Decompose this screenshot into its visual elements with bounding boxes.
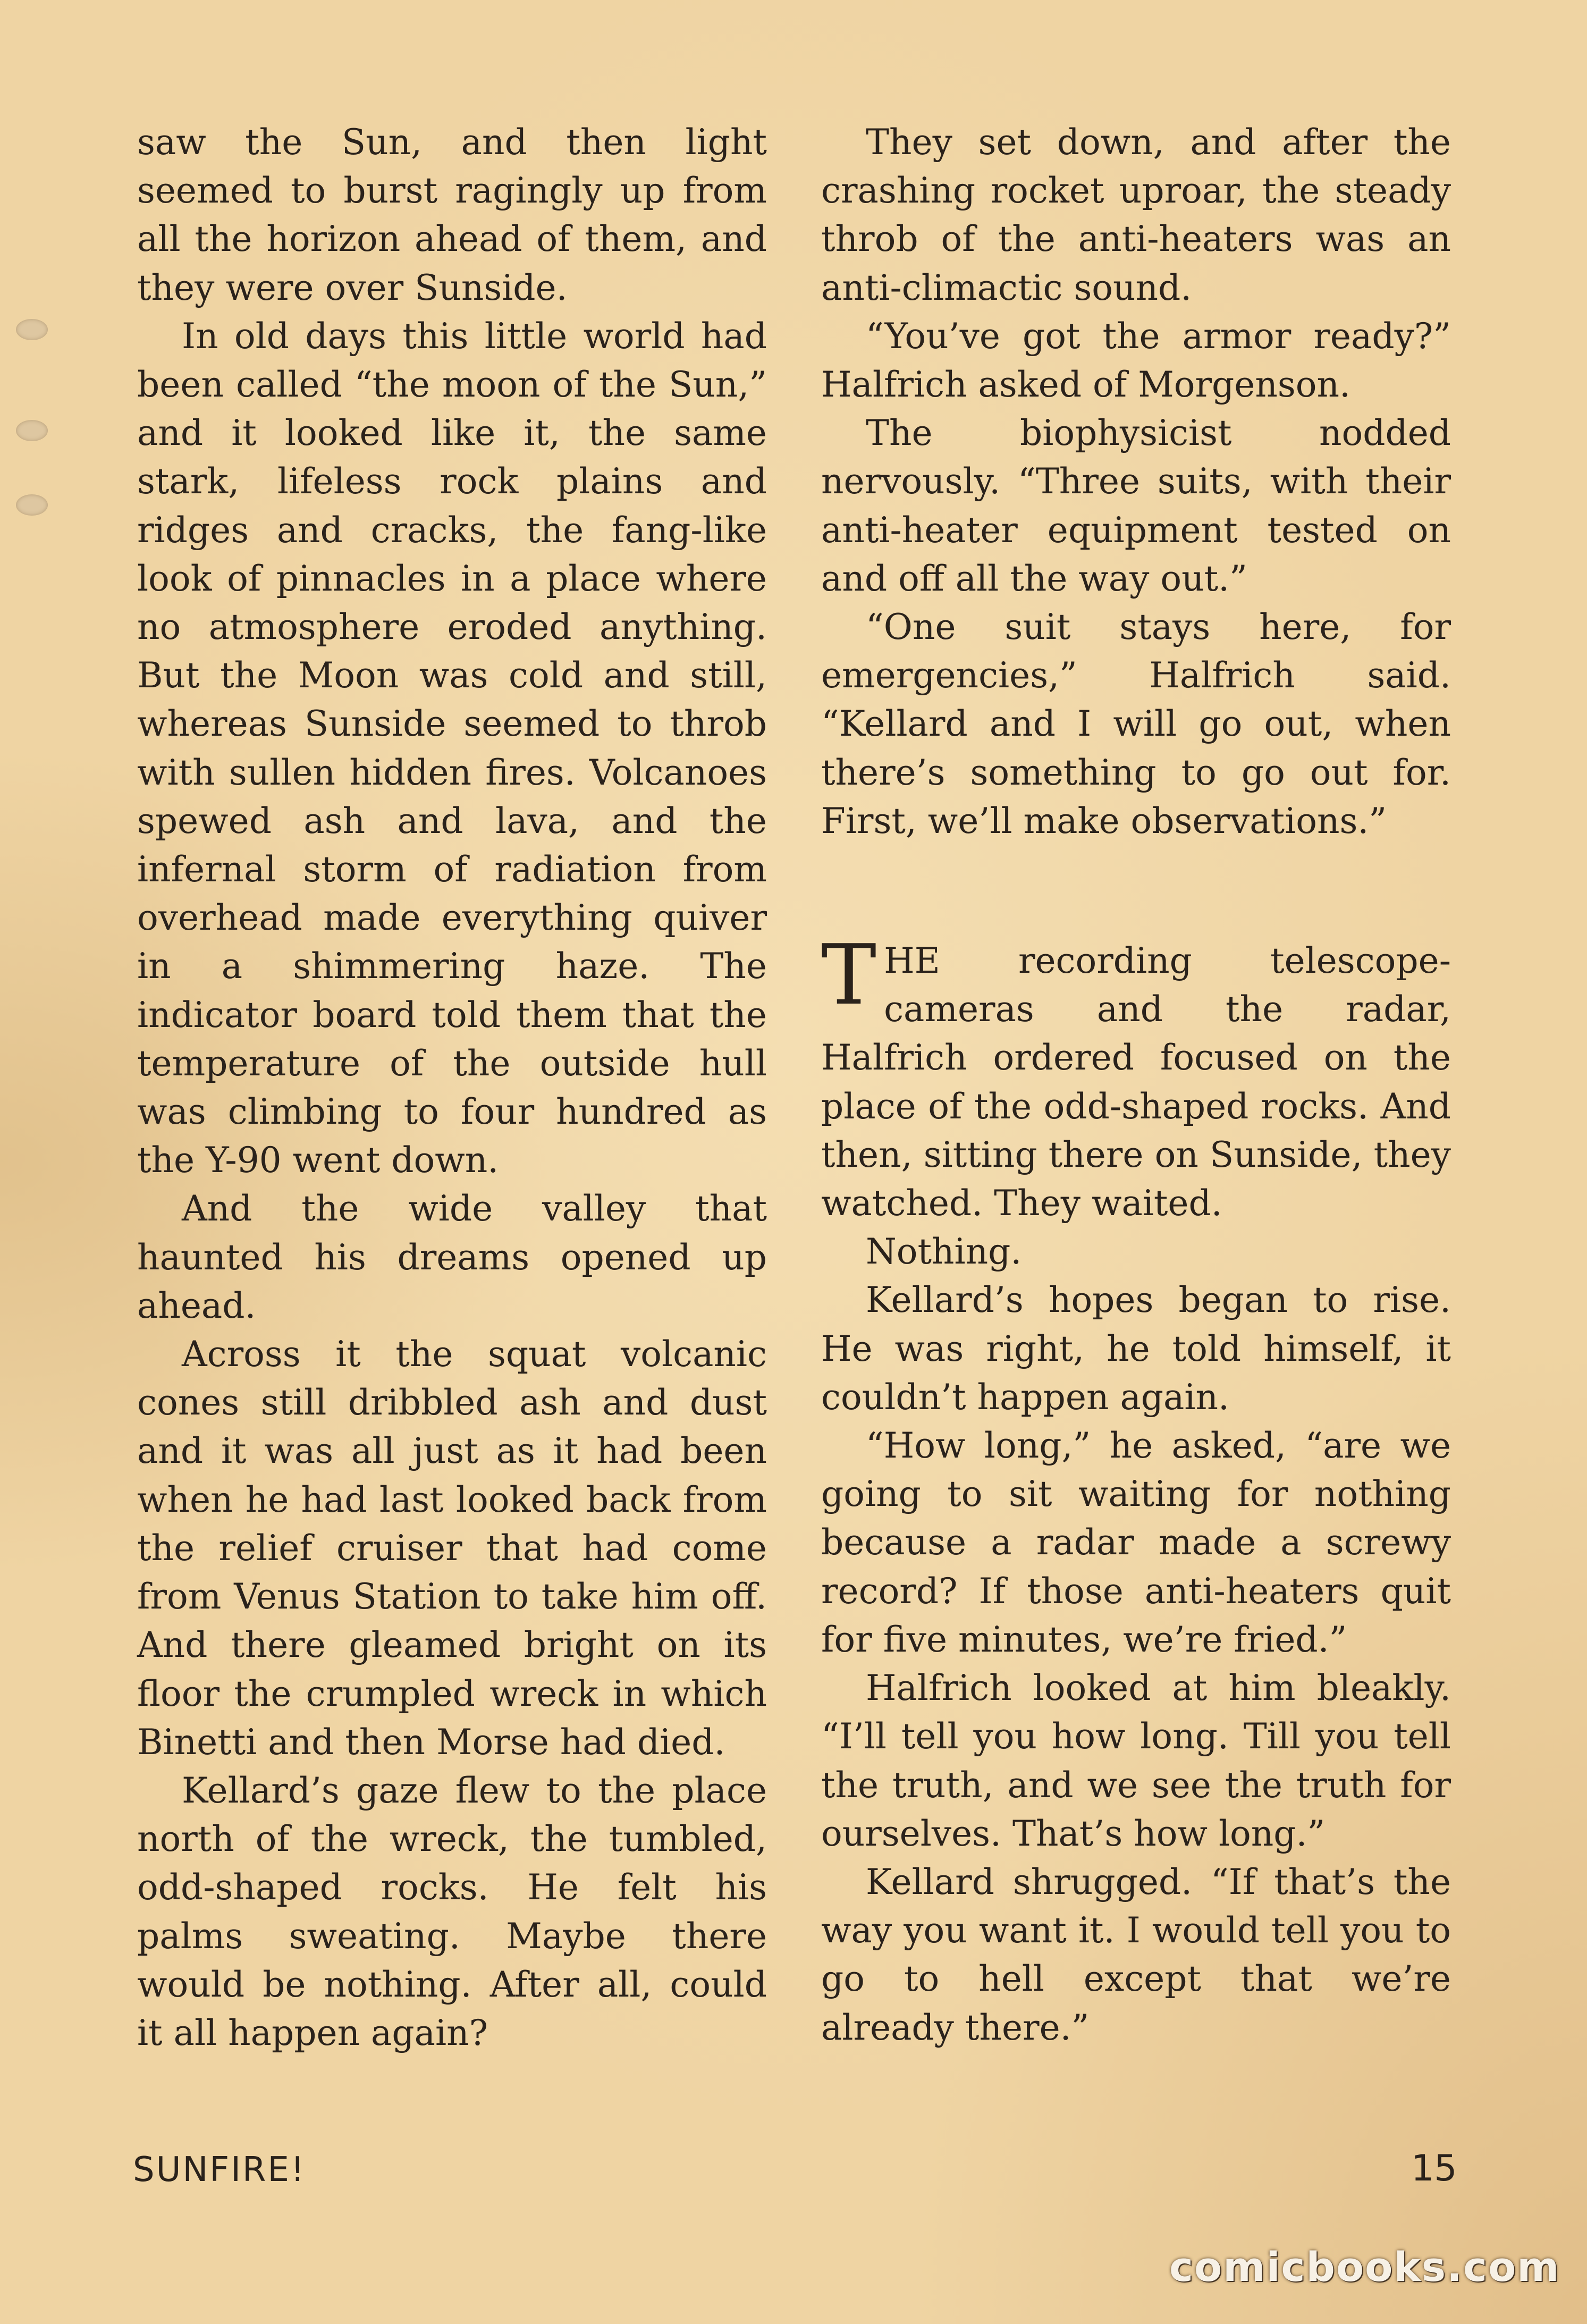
paragraph: They set down, and after the crashing rocket uproar, the steady throb of the anti-heaters was an anti-climactic sound. [821,122,1451,308]
site-watermark: comicbooks.com [1169,2243,1560,2291]
drop-cap: T [821,927,877,1024]
left-text-column [137,118,767,2057]
paragraph: “You’ve got the armor ready?” Halfrich asked of Morgenson. [821,315,1451,406]
paragraph: “One suit stays here, for emergencies,” Halfrich said. “Kellard and I will go out, when there’s something to go out for. First, we’ll make observations.” [821,607,1451,841]
paragraph: And the wide valley that haunted his dreams opened up ahead. [137,1188,767,1326]
binding-hole-mark [16,319,48,340]
paragraph: Kellard’s hopes began to rise. He was right, he told himself, it couldn’t happen again. [821,1279,1451,1418]
section-opening-text: HE recording telescope-cameras and the radar, Halfrich ordered focused on the place of the odd-shaped rocks. And then, sitting there on Sunside, they watched. They waited. [821,940,1451,1224]
paragraph: The biophysicist nodded nervously. “Three suits, with their anti-heater equipment tested on and off all the way out.” [821,412,1451,599]
page-number: 15 [1411,2148,1457,2190]
paragraph: In old days this little world had been called “the moon of the Sun,” and it looked like it, the same stark, lifeless rock plains and ridges and cracks, the fang-like look of pinnacles in a place where no atmosphere eroded anything. But the Moon was cold and still, whereas Sunside seemed to throb with sullen hidden fires. Volcanoes spewed ash and lava, and the infernal storm of radiation from overhead made everything quiver in a shimmering haze. The indicator board told them that the temperature of the outside hull was climbing to four hundred as the Y-90 went down. [137,315,767,1181]
paragraph: “How long,” he asked, “are we going to sit waiting for nothing because a radar made a screwy record? If those anti-heaters quit for five minutes, we’re fried.” [821,1425,1451,1660]
paragraph: saw the Sun, and then light seemed to burst ragingly up from all the horizon ahead of them, and they were over Sunside. [137,122,767,308]
paragraph: Kellard’s gaze flew to the place north of the wreck, the tumbled, odd-shaped rocks. He felt his palms sweating. Maybe there would be nothing. After all, could it all happen again? [137,1770,767,2053]
binding-hole-mark [16,420,48,441]
paragraph: Nothing. [866,1231,1022,1273]
running-footer-title: SUNFIRE! [133,2150,306,2190]
paragraph: Halfrich looked at him bleakly. “I’ll tell you how long. Till you tell the truth, and we see the truth for ourselves. That’s how long.” [821,1668,1451,1854]
binding-hole-mark [16,494,48,516]
paragraph: Kellard shrugged. “If that’s the way you want it. I would tell you to go to hell except that we’re already there.” [821,1861,1451,2048]
right-text-column [821,118,1451,2052]
paragraph: Across it the squat volcanic cones still dribbled ash and dust and it was all just as it had been when he had last looked back from the relief cruiser that had come from Venus Station to take him off. And there gleamed bright on its floor the crumpled wreck in which Binetti and then Morse had died. [137,1334,767,1763]
section-opening-paragraph [821,927,1451,1227]
